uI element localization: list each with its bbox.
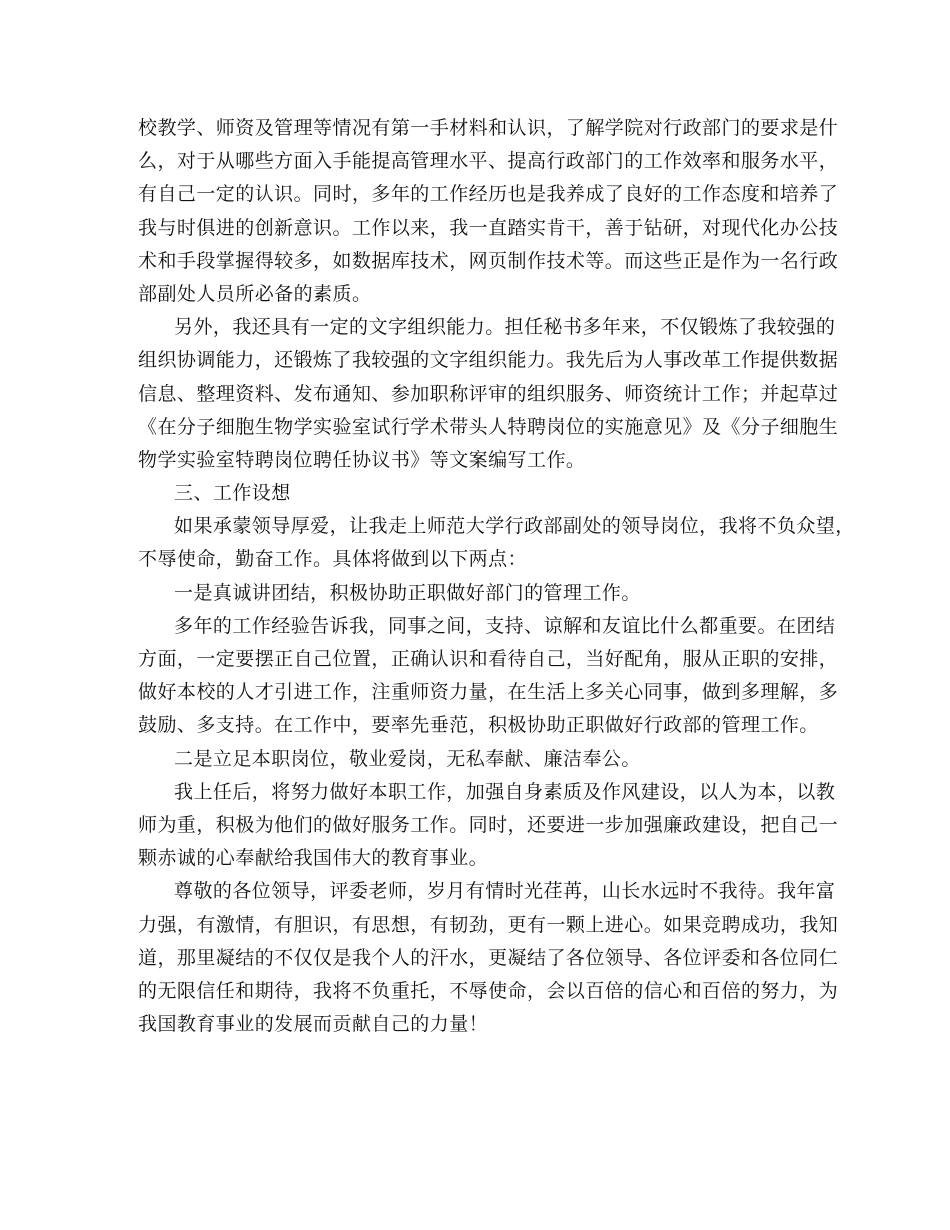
text-line: 一是真诚讲团结，积极协助正职做好部门的管理工作。 <box>174 581 641 604</box>
section-heading: 三、工作设想 <box>174 482 291 505</box>
text-line: 术和手段掌握得较多，如数据库技术，网页制作技术等。而这些正是作为一名行政 <box>138 249 839 272</box>
text-line: 不辱使命，勤奋工作。具体将做到以下两点： <box>138 548 528 571</box>
text-line: 校教学、师资及管理等情况有第一手材料和认识，了解学院对行政部门的要求是什 <box>138 117 839 139</box>
text-line: 师为重，积极为他们的做好服务工作。同时，还要进一步加强廉政建设，把自己一 <box>138 813 839 836</box>
text-line: 力强，有激情，有胆识，有思想，有韧劲，更有一颗上进心。如果竞聘成功，我知 <box>138 913 839 936</box>
text-line: 组织协调能力，还锻炼了我较强的文字组织能力。我先后为人事改革工作提供数据 <box>138 349 839 372</box>
text-line: 颗赤诚的心奉献给我国伟大的教育事业。 <box>138 847 489 870</box>
text-line: 另外，我还具有一定的文字组织能力。担任秘书多年来，不仅锻炼了我较强的 <box>174 316 836 339</box>
text-line: 么，对于从哪些方面入手能提高管理水平、提高行政部门的工作效率和服务水平， <box>138 150 839 173</box>
text-line: 《在分子细胞生物学实验室试行学术带头人特聘岗位的实施意见》及《分子细胞生 <box>138 415 839 438</box>
text-line: 我与时俱进的创新意识。工作以来，我一直踏实肯干，善于钻研，对现代化办公技 <box>138 216 839 239</box>
text-line: 信息、整理资料、发布通知、参加职称评审的组织服务、师资统计工作；并起草过 <box>138 382 839 405</box>
text-line: 我国教育事业的发展而贡献自己的力量！ <box>138 1013 489 1036</box>
text-line: 尊敬的各位领导，评委老师，岁月有情时光荏苒，山长水远时不我待。我年富 <box>174 880 836 903</box>
document-page <box>138 112 855 1041</box>
text-line: 鼓励、多支持。在工作中，要率先垂范，积极协助正职做好行政部的管理工作。 <box>138 714 819 737</box>
text-line: 如果承蒙领导厚爱，让我走上师范大学行政部副处的领导岗位，我将不负众望， <box>174 515 855 538</box>
text-line: 我上任后，将努力做好本职工作，加强自身素质及作风建设，以人为本，以教 <box>174 780 836 803</box>
text-line: 做好本校的人才引进工作，注重师资力量，在生活上多关心同事，做到多理解，多 <box>138 681 839 704</box>
text-line: 的无限信任和期待，我将不负重托，不辱使命，会以百倍的信心和百倍的努力，为 <box>138 979 839 1002</box>
text-line: 多年的工作经验告诉我，同事之间，支持、谅解和友谊比什么都重要。在团结 <box>174 614 836 637</box>
text-line: 部副处人员所必备的素质。 <box>138 282 372 305</box>
text-line: 道，那里凝结的不仅仅是我个人的汗水，更凝结了各位领导、各位评委和各位同仁 <box>138 946 839 969</box>
text-line: 有自己一定的认识。同时，多年的工作经历也是我养成了良好的工作态度和培养了 <box>138 183 839 206</box>
text-line: 物学实验室特聘岗位聘任协议书》等文案编写工作。 <box>138 448 586 471</box>
text-line: 二是立足本职岗位，敬业爱岗，无私奉献、廉洁奉公。 <box>174 747 641 770</box>
text-line: 方面，一定要摆正自己位置，正确认识和看待自己，当好配角，服从正职的安排， <box>138 648 839 670</box>
